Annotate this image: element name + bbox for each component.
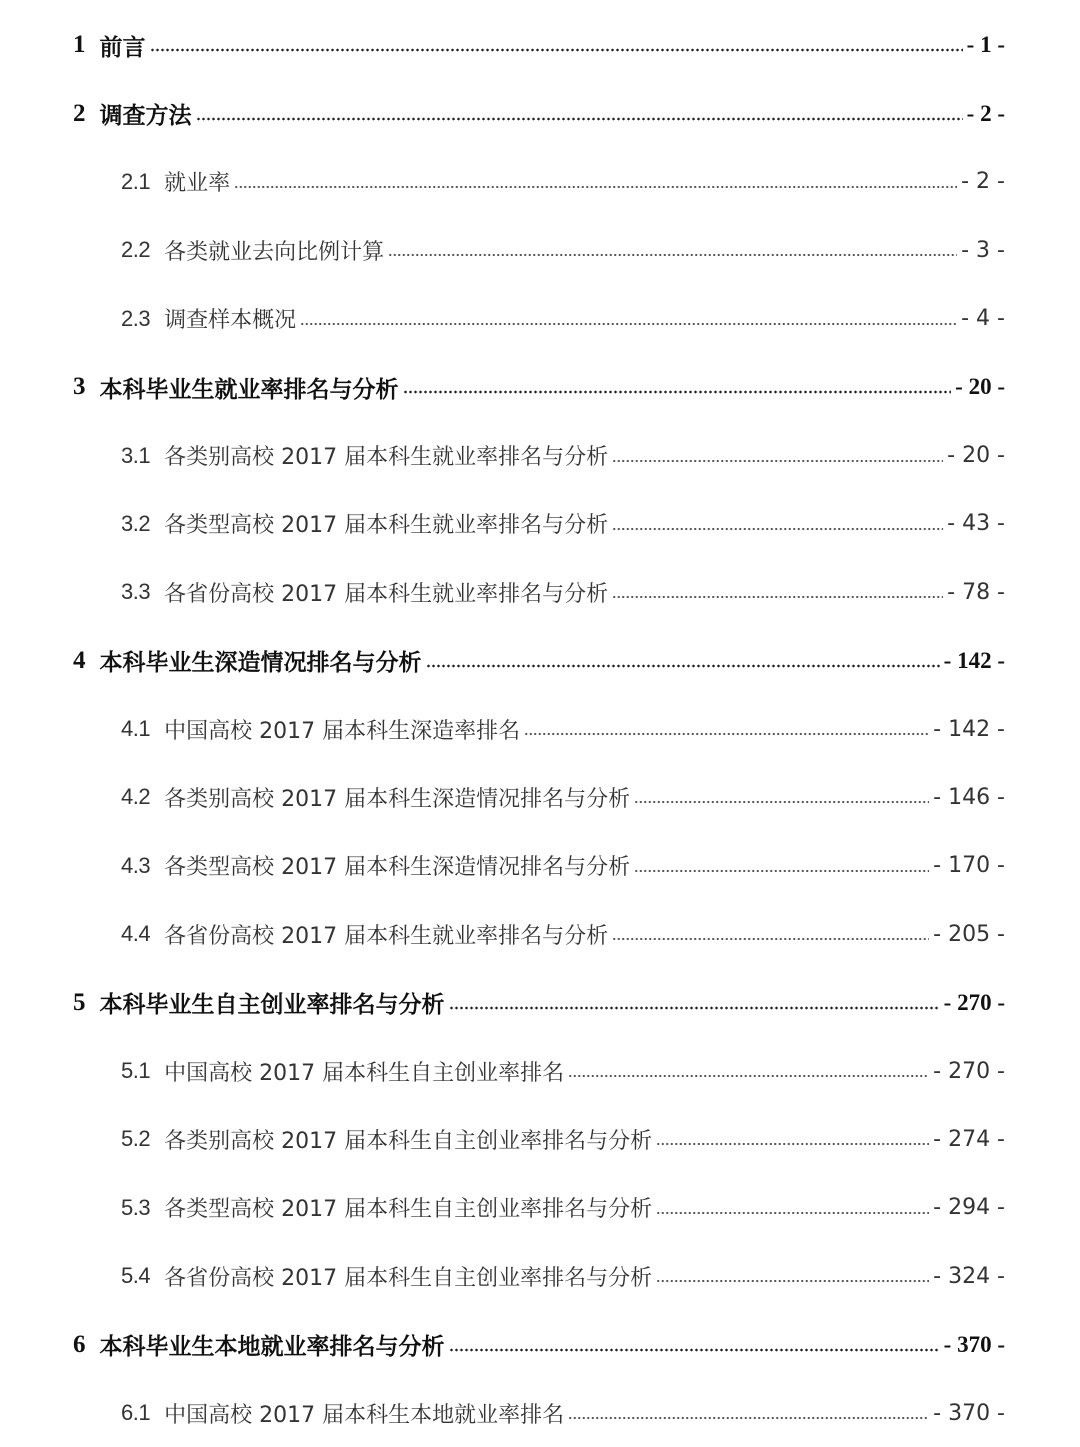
toc-chapter-entry[interactable] <box>0 1310 1080 1378</box>
toc-entry-title: 各类就业去向比例计算 <box>164 239 385 265</box>
toc-entry-page: - 294 - <box>933 1195 1005 1221</box>
dot-leader <box>524 731 929 737</box>
toc-entry-page: - 3 - <box>961 237 1005 263</box>
toc-entry-number: 2.2 <box>121 237 151 263</box>
dot-leader <box>634 868 929 874</box>
toc-section-entry[interactable] <box>0 421 1080 489</box>
toc-entry-title: 各省份高校 2017 届本科生就业率排名与分析 <box>164 923 609 949</box>
toc-entry-page: - 43 - <box>947 511 1005 537</box>
dot-leader <box>612 936 929 942</box>
toc-section-entry[interactable] <box>0 148 1080 216</box>
toc-entry-title: 各类型高校 2017 届本科生就业率排名与分析 <box>164 513 609 539</box>
dot-leader <box>150 47 963 53</box>
toc-entry-page: - 205 - <box>933 921 1005 947</box>
toc-entry-number: 4.1 <box>121 716 151 742</box>
dot-leader <box>449 1005 940 1011</box>
toc-entry-number: 5.4 <box>121 1263 151 1289</box>
toc-entry-title: 各省份高校 2017 届本科生就业率排名与分析 <box>164 581 609 607</box>
toc-entry-title: 中国高校 2017 届本科生本地就业率排名 <box>164 1402 565 1428</box>
toc-section-entry[interactable] <box>0 1037 1080 1105</box>
toc-entry-title: 调查样本概况 <box>164 308 297 334</box>
dot-leader <box>612 458 943 464</box>
toc-entry-number: 4.4 <box>121 921 151 947</box>
toc-entry-title: 中国高校 2017 届本科生深造率排名 <box>164 718 521 744</box>
toc-entry-number: 5 <box>73 988 86 1016</box>
toc-entry-title: 前言 <box>99 34 146 61</box>
toc-entry-title: 各类别高校 2017 届本科生就业率排名与分析 <box>164 445 609 471</box>
toc-entry-page: - 2 - <box>961 169 1005 195</box>
dot-leader <box>234 184 957 190</box>
toc-entry-title: 本科毕业生深造情况排名与分析 <box>99 650 422 677</box>
toc-entry-page: - 274 - <box>933 1126 1005 1152</box>
toc-entry-number: 2.3 <box>121 305 151 331</box>
toc-chapter-entry[interactable] <box>0 353 1080 421</box>
toc-entry-title: 各省份高校 2017 届本科生自主创业率排名与分析 <box>164 1265 653 1291</box>
toc-section-entry[interactable] <box>0 1379 1080 1447</box>
toc-entry-page: - 270 - <box>943 989 1005 1015</box>
dot-leader <box>634 799 929 805</box>
toc-chapter-entry[interactable] <box>0 968 1080 1036</box>
toc-entry-title: 就业率 <box>164 171 231 197</box>
toc-entry-title: 本科毕业生就业率排名与分析 <box>99 376 399 403</box>
toc-entry-number: 3.2 <box>121 510 151 536</box>
toc-entry-title: 各类别高校 2017 届本科生深造情况排名与分析 <box>164 786 631 812</box>
toc-entry-number: 4.3 <box>121 852 151 878</box>
toc-entry-number: 6.1 <box>121 1400 151 1425</box>
toc-entry-number: 1 <box>73 31 86 59</box>
toc-entry-number: 4.2 <box>121 784 151 810</box>
toc-entry-number: 6 <box>73 1330 86 1358</box>
toc-entry-title: 本科毕业生本地就业率排名与分析 <box>99 1334 445 1361</box>
dot-leader <box>449 1347 940 1353</box>
toc-entry-number: 5.2 <box>121 1126 151 1152</box>
toc-section-entry[interactable] <box>0 558 1080 626</box>
dot-leader <box>656 1210 929 1216</box>
toc-entry-number: 3 <box>73 373 86 401</box>
dot-leader <box>568 1073 929 1079</box>
dot-leader <box>196 116 963 122</box>
toc-entry-page: - 142 - <box>943 647 1005 673</box>
toc-section-entry[interactable] <box>0 1105 1080 1173</box>
toc-entry-number: 3.1 <box>121 442 151 468</box>
toc-entry-number: 3.3 <box>121 579 151 605</box>
toc-entry-title: 调查方法 <box>99 103 192 130</box>
toc-section-entry[interactable] <box>0 763 1080 831</box>
dot-leader <box>403 389 952 395</box>
toc-entry-title: 各类型高校 2017 届本科生深造情况排名与分析 <box>164 855 631 881</box>
toc-section-entry[interactable] <box>0 1242 1080 1310</box>
dot-leader <box>568 1415 929 1421</box>
toc-entry-number: 4 <box>73 646 86 674</box>
toc-entry-number: 2 <box>73 99 86 127</box>
toc-entry-page: - 20 - <box>947 443 1005 469</box>
dot-leader <box>612 526 943 532</box>
toc-entry-page: - 2 - <box>966 100 1005 126</box>
toc-entry-number: 5.3 <box>121 1194 151 1220</box>
toc-entry-page: - 78 - <box>947 579 1005 605</box>
toc-entry-page: - 146 - <box>933 784 1005 810</box>
toc-section-entry[interactable] <box>0 1174 1080 1242</box>
toc-chapter-entry[interactable] <box>0 627 1080 695</box>
toc-section-entry[interactable] <box>0 695 1080 763</box>
toc-entry-page: - 270 - <box>933 1058 1005 1084</box>
toc-chapter-entry[interactable] <box>0 11 1080 79</box>
dot-leader <box>656 1141 929 1147</box>
toc-entry-page: - 324 - <box>933 1263 1005 1289</box>
toc-entry-page: - 370 - <box>943 1331 1005 1357</box>
dot-leader <box>388 252 957 258</box>
toc-entry-page: - 170 - <box>933 853 1005 879</box>
toc-entry-title: 本科毕业生自主创业率排名与分析 <box>99 992 445 1019</box>
toc-entry-title: 中国高校 2017 届本科生自主创业率排名 <box>164 1060 565 1086</box>
toc-section-entry[interactable] <box>0 900 1080 968</box>
dot-leader <box>656 1278 929 1284</box>
toc-entry-page: - 4 - <box>961 306 1005 332</box>
table-of-contents <box>0 11 1080 1447</box>
toc-entry-title: 各类别高校 2017 届本科生自主创业率排名与分析 <box>164 1128 653 1154</box>
dot-leader <box>426 663 940 669</box>
toc-entry-page: - 1 - <box>966 32 1005 58</box>
toc-section-entry[interactable] <box>0 216 1080 284</box>
toc-entry-page: - 142 - <box>933 716 1005 742</box>
toc-entry-title: 各类型高校 2017 届本科生自主创业率排名与分析 <box>164 1197 653 1223</box>
toc-section-entry[interactable] <box>0 490 1080 558</box>
dot-leader <box>300 321 957 327</box>
dot-leader <box>612 594 943 600</box>
toc-entry-page: - 20 - <box>955 374 1005 400</box>
toc-section-entry[interactable] <box>0 285 1080 353</box>
toc-entry-number: 5.1 <box>121 1058 151 1084</box>
toc-section-entry[interactable] <box>0 832 1080 900</box>
toc-entry-number: 2.1 <box>121 168 151 194</box>
toc-entry-page: - 370 - <box>933 1400 1005 1426</box>
toc-chapter-entry[interactable] <box>0 79 1080 147</box>
